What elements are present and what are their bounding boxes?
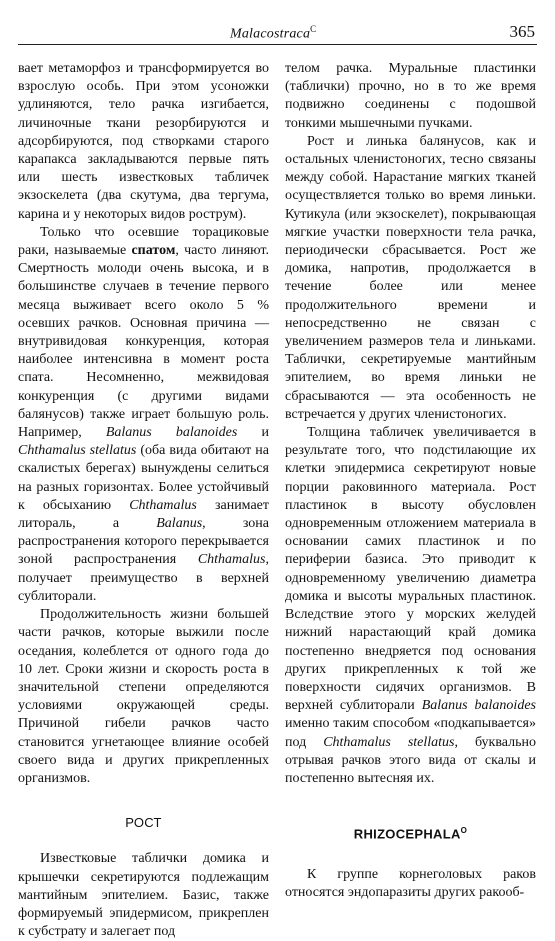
right-column (285, 60, 536, 902)
paragraph-rhizocephala: К группе корнеголовых раков относятся эндопаразиты других ракооб- (285, 866, 536, 900)
header-divider (18, 44, 537, 45)
section-heading-rhizocephala (285, 822, 536, 844)
species-name: Balanus balanoides (421, 698, 536, 714)
paragraph-plates: Известковые таблички домика и крышечки секретируются подлежащим мантийным эпителием. Базис, также формируемый эпидермисом, прикреплен к субстрату и залегает под (18, 851, 269, 940)
text-span: , получает преимущество в верхней сублиторали. (18, 552, 269, 604)
heading-superscript: O (460, 826, 468, 836)
text-span: и (237, 425, 269, 441)
text-span: Толщина табличек увеличивается в результате того, что подстилающие их клетки эпидермиса секретируют новые порции раковинного материала. Рост пластинок в высоту обусловлен одновременным отложением материала в основании самих пластинок и по периферии базиса. Это приводит к одновременному увеличению диаметра домика и высоты муральных пластинок. Вследствие этого у морских желудей нижний нарастающий край домика постепенно внедряется под основания других прикрепленных к той же поверхности сидячих организмов. В верхней сублиторали (285, 425, 536, 714)
left-column (18, 60, 269, 941)
species-name: Chthamalus stellatus (323, 734, 455, 750)
species-name: Chthamalus (197, 552, 266, 568)
text-span: , зона распространения которого перекрывается зоной распространения (18, 516, 269, 568)
species-name: Chthamalus stellatus (18, 443, 137, 459)
paragraph-spat (18, 224, 269, 606)
text-span: (оба вида обитают на скалистых берегах) вынуждены селиться на разных горизонтах. Более устойчивый к обсыханию (18, 443, 269, 513)
text-span: , буквально отрывая рачков этого вида от скалы и постепенно вытесняя их. (285, 734, 536, 786)
term-spat: спатом (131, 243, 176, 259)
heading-text: RHIZOCEPHALA (353, 826, 461, 842)
section-heading-growth: РОСТ (125, 815, 162, 831)
text-span: , часто линяют. Смертность молоди очень высока, и в большинстве случаев в течение первого месяца выживает всего около 5 % осевших рачков. Основная причина — внутривидовая конкуренция, которая наиболее интенсивна в момент роста спата. Несомненно, межвидовая конкуренция (с другими видами балянусов) также играет большую роль. Например, (18, 243, 269, 441)
running-header-superscript: C (310, 24, 317, 34)
paragraph-molting: Рост и линька балянусов, как и остальных членистоногих, тесно связаны между собой. Нарастание мягких тканей осуществляется только во время линьки. Кутикула (или экзоскелет), покрывающая мягкие участки поверхности тела рачка, периодически сбрасывается. Рост же домика, напротив, продолжается в течение более или менее продолжительного времени и непосредственно не связан с увеличением размеров тела и линьками. Таблички, секретируемые мантийным эпителием, во время линьки не сбрасываются — эта особенность не встречается у других членистоногих. (285, 133, 536, 422)
running-header-text: Malacostraca (230, 26, 311, 42)
paragraph-mural-plates: телом рачка. Муральные пластинки (таблички) прочно, но в то же время подвижно соединены с подошвой тонкими мышечными пучками. (285, 61, 536, 131)
running-header-title (230, 24, 316, 43)
paragraph-metamorphosis: вает метаморфоз и трансформируется во взрослую особь. При этом усоножки удлиняются, тело рачка изгибается, личиночные ткани резорбируются и адсорбируются, под створками старого карапакса закладываются первые пять или шесть известковых табличек экзоскелета (два скутума, два тергума, карина и у некоторых видов рострум). (18, 61, 269, 222)
species-name: Balanus (156, 516, 203, 532)
page-number: 365 (509, 22, 535, 41)
species-name: Chthamalus (129, 497, 197, 513)
paragraph-lifespan: Продолжительность жизни большей части рачков, которые выжили после оседания, колеблется от одного года до 10 лет. Сроки жизни и скорость роста в значительной степени определяются условиями окружающей среды. Причиной гибели рачков часто становится угнетающее влияние особей своего вида и других прикрепленных организмов. (18, 607, 269, 786)
species-name: Balanus balanoides (105, 425, 238, 441)
text-span: занимает литораль, а (18, 497, 269, 532)
paragraph-thickness (285, 424, 536, 788)
text-span: именно таким способом «подкапывается» под (285, 716, 536, 750)
text-span: Только что осевшие торациковые раки, называемые (18, 224, 269, 259)
